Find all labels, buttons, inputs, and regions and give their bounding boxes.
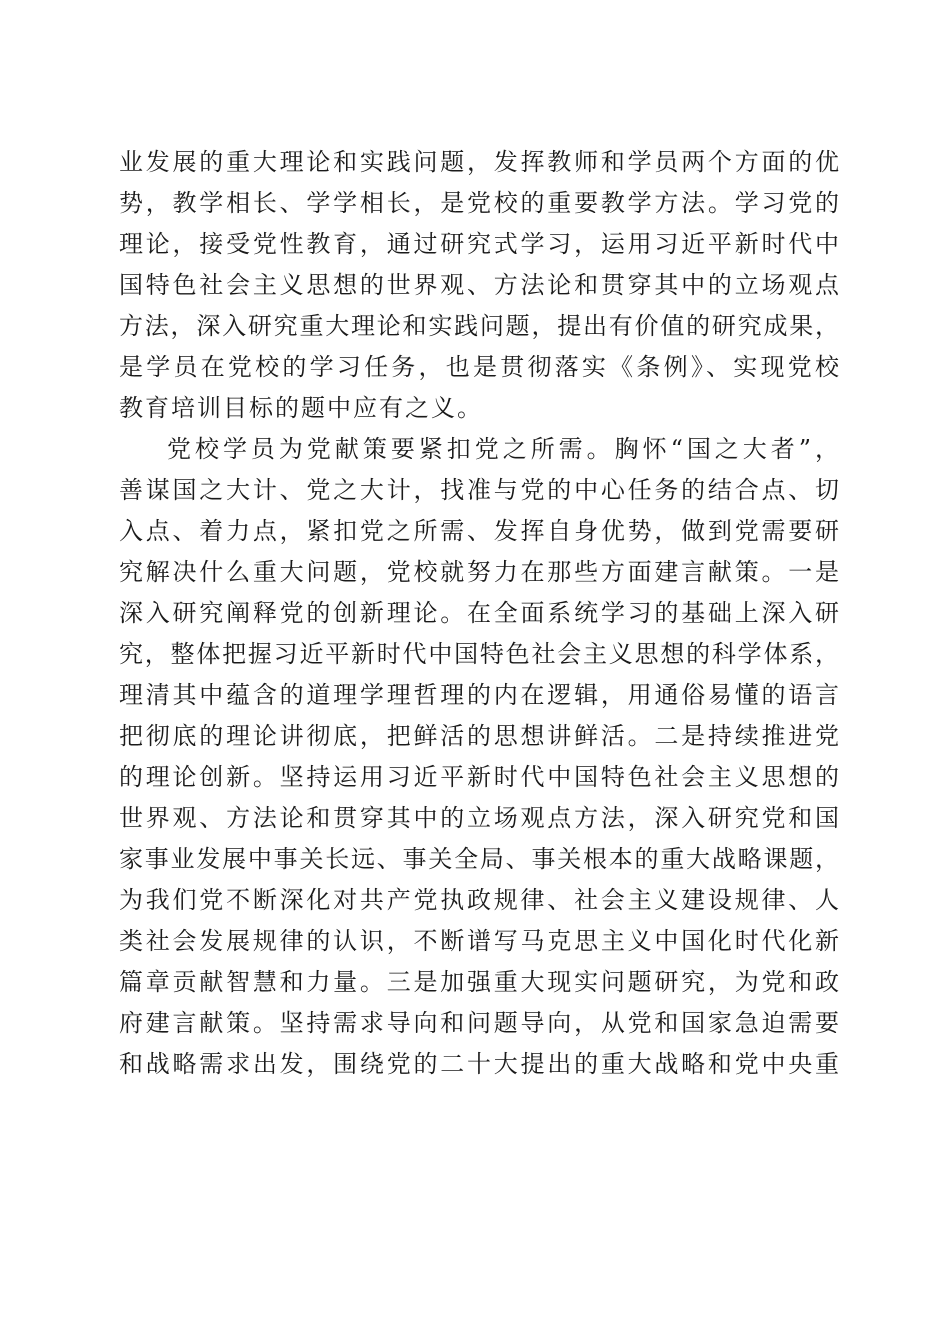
text-line: 和战略需求出发，围绕党的二十大提出的重大战略和党中央重 bbox=[119, 1050, 839, 1078]
text-line: 理论，接受党性教育，通过研究式学习，运用习近平新时代中 bbox=[119, 230, 839, 258]
text-line: 究，整体把握习近平新时代中国特色社会主义思想的科学体系， bbox=[119, 640, 839, 668]
text-line: 深入研究阐释党的创新理论。在全面系统学习的基础上深入研 bbox=[119, 599, 839, 627]
text-line: 善谋国之大计、党之大计，找准与党的中心任务的结合点、切 bbox=[119, 476, 839, 504]
text-line: 方法，深入研究重大理论和实践问题，提出有价值的研究成果， bbox=[119, 312, 839, 340]
text-line: 入点、着力点，紧扣党之所需、发挥自身优势，做到党需要研 bbox=[119, 517, 839, 545]
text-line: 究解决什么重大问题，党校就努力在那些方面建言献策。一是 bbox=[119, 558, 839, 586]
text-line: 势，教学相长、学学相长，是党校的重要教学方法。学习党的 bbox=[119, 189, 839, 217]
text-line: 类社会发展规律的认识，不断谱写马克思主义中国化时代化新 bbox=[119, 927, 839, 955]
text-line: 业发展的重大理论和实践问题，发挥教师和学员两个方面的优 bbox=[119, 148, 839, 176]
text-line: 党校学员为党献策要紧扣党之所需。胸怀“国之大者”， bbox=[167, 435, 839, 463]
text-line: 把彻底的理论讲彻底，把鲜活的思想讲鲜活。二是持续推进党 bbox=[119, 722, 839, 750]
text-line: 是学员在党校的学习任务，也是贯彻落实《条例》、实现党校 bbox=[119, 353, 839, 381]
text-line: 篇章贡献智慧和力量。三是加强重大现实问题研究，为党和政 bbox=[119, 968, 839, 996]
text-line: 府建言献策。坚持需求导向和问题导向，从党和国家急迫需要 bbox=[119, 1009, 839, 1037]
text-line: 世界观、方法论和贯穿其中的立场观点方法，深入研究党和国 bbox=[119, 804, 839, 832]
text-line: 的理论创新。坚持运用习近平新时代中国特色社会主义思想的 bbox=[119, 763, 839, 791]
document-body bbox=[119, 142, 839, 1126]
text-line bbox=[119, 1085, 839, 1126]
text-line: 教育培训目标的题中应有之义。 bbox=[119, 394, 483, 422]
text-line: 国特色社会主义思想的世界观、方法论和贯穿其中的立场观点 bbox=[119, 271, 839, 299]
text-line: 家事业发展中事关长远、事关全局、事关根本的重大战略课题， bbox=[119, 845, 839, 873]
text-line: 为我们党不断深化对共产党执政规律、社会主义建设规律、人 bbox=[119, 886, 839, 914]
text-line: 理清其中蕴含的道理学理哲理的内在逻辑，用通俗易懂的语言 bbox=[119, 681, 839, 709]
